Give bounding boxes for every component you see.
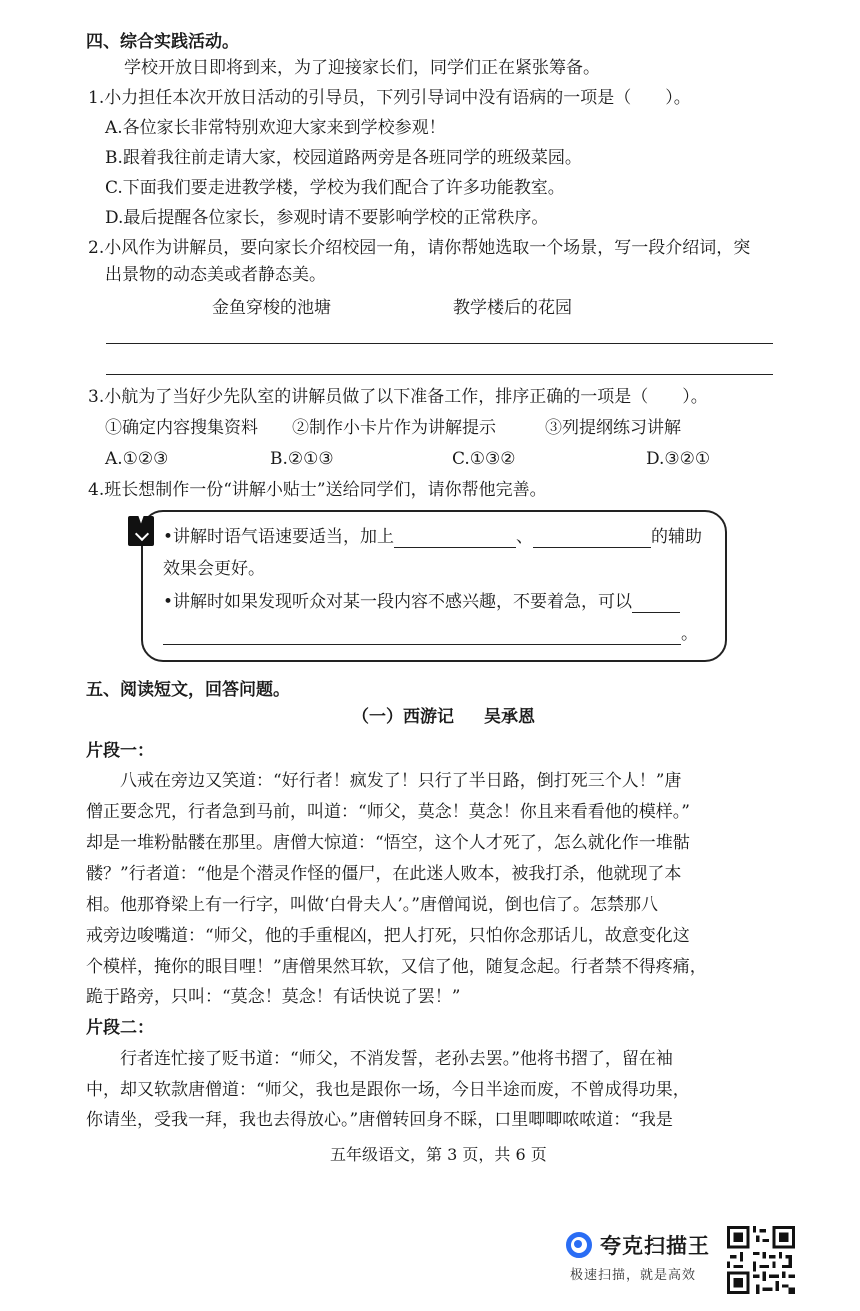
q2-answer-line-1 [106, 343, 773, 344]
scanner-watermark [566, 1228, 716, 1288]
tip1-line2: 效果会更好。 [163, 559, 265, 579]
section4-heading: 四、综合实践活动。 [86, 32, 239, 52]
tip1-line1 [163, 526, 702, 548]
q1-stem: 1.小力担任本次开放日活动的引导员，下列引导词中没有语病的一项是（ ）。 [88, 88, 691, 108]
tip1-blank-1[interactable] [394, 529, 516, 548]
fragment1-line: 却是一堆粉骷髅在那里。唐僧大惊道：“悟空，这个人才死了，怎么就化作一堆骷 [86, 833, 690, 853]
bookmark-icon [128, 516, 154, 546]
tip2-blank-2[interactable] [163, 626, 681, 645]
fragment1-label: 片段一： [86, 741, 154, 761]
fragment2-line: 你请坐，受我一拜，我也去得放心。”唐僧转回身不睬，口里唧唧哝哝道：“我是 [86, 1110, 673, 1130]
fragment1-line: 跪于路旁，只叫：“莫念！莫念！有话快说了罢！” [86, 987, 461, 1007]
q1-option-a: A.各位家长非常特别欢迎大家来到学校参观！ [105, 118, 446, 138]
q3-option-b: B.②①③ [270, 449, 334, 469]
tip2-text-a: •讲解时如果发现听众对某一段内容不感兴趣，不要着急，可以 [163, 592, 633, 612]
tip2-end: 。 [681, 624, 698, 644]
passage-author: 吴承恩 [484, 707, 535, 727]
section4-intro: 学校开放日即将到来，为了迎接家长们，同学们正在紧张筹备。 [124, 58, 600, 78]
q3-step-2: ②制作小卡片作为讲解提示 [292, 418, 496, 438]
q3-option-a: A.①②③ [105, 449, 169, 469]
tip1-text-a: •讲解时语气语速要适当，加上 [163, 527, 395, 547]
scanner-brand-slogan: 极速扫描，就是高效 [570, 1268, 697, 1283]
q3-stem: 3.小航为了当好少先队室的讲解员做了以下准备工作，排序正确的一项是（ ）。 [88, 387, 708, 407]
fragment1-line: 相。他那脊梁上有一行字，叫做‘白骨夫人’。”唐僧闻说，倒也信了。怎禁那八 [86, 895, 658, 915]
q2-choice-b: 教学楼后的花园 [453, 298, 572, 318]
q1-option-d: D.最后提醒各位家长，参观时请不要影响学校的正常秩序。 [105, 208, 549, 228]
fragment1-line: 八戒在旁边又笑道：“好行者！疯发了！只行了半日路，倒打死三个人！”唐 [120, 771, 682, 791]
fragment2-label: 片段二： [86, 1018, 154, 1038]
qr-code-icon [727, 1226, 795, 1294]
page-number-footer: 五年级语文，第 3 页，共 6 页 [330, 1145, 547, 1164]
fragment2-line: 行者连忙接了贬书道：“师父，不消发誓，老孙去罢。”他将书摺了，留在袖 [120, 1049, 673, 1069]
q3-option-c: C.①③② [452, 449, 516, 469]
tip1-text-b: 的辅助 [651, 527, 703, 547]
tip1-separator: 、 [516, 527, 534, 547]
q2-stem-line1: 2.小风作为讲解员，要向家长介绍校园一角，请你帮她选取一个场景，写一段介绍词，突 [88, 238, 751, 258]
section5-heading: 五、阅读短文，回答问题。 [86, 680, 290, 700]
passage-title: （一）西游记 [352, 707, 454, 727]
scanner-logo-dot [574, 1240, 582, 1248]
tip2-line1 [163, 591, 680, 613]
q3-step-3: ③列提纲练习讲解 [545, 418, 681, 438]
q1-option-c: C.下面我们要走进教学楼，学校为我们配合了许多功能教室。 [105, 178, 565, 198]
q3-option-d: D.③②① [646, 449, 711, 469]
scanner-brand-name: 夸克扫描王 [600, 1234, 710, 1258]
q4-stem: 4.班长想制作一份“讲解小贴士”送给同学们，请你帮他完善。 [88, 480, 547, 500]
fragment1-line: 髅？”行者道：“他是个潜灵作怪的僵尸，在此迷人败本，被我打杀，他就现了本 [86, 864, 682, 884]
q2-choice-a: 金鱼穿梭的池塘 [212, 298, 331, 318]
tip1-blank-2[interactable] [533, 529, 651, 548]
fragment2-line: 中，却又软款唐僧道：“师父，我也是跟你一场，今日半途而废，不曾成得功果， [86, 1080, 690, 1100]
q2-answer-line-2 [106, 374, 773, 375]
tip2-line2 [163, 623, 698, 645]
q2-stem-line2: 出景物的动态美或者静态美。 [105, 265, 326, 285]
tip2-blank-1[interactable] [632, 594, 680, 613]
fragment1-line: 戒旁边唆嘴道：“师父，他的手重棍凶，把人打死，只怕你念那话儿，故意变化这 [86, 926, 690, 946]
fragment1-line: 个模样，掩你的眼目哩！”唐僧果然耳软，又信了他，随复念起。行者禁不得疼痛， [86, 957, 707, 977]
q1-option-b: B.跟着我往前走请大家，校园道路两旁是各班同学的班级菜园。 [105, 148, 582, 168]
fragment1-line: 僧正要念咒，行者急到马前，叫道：“师父，莫念！莫念！你且来看看他的模样。” [86, 802, 690, 822]
q3-step-1: ①确定内容搜集资料 [105, 418, 258, 438]
